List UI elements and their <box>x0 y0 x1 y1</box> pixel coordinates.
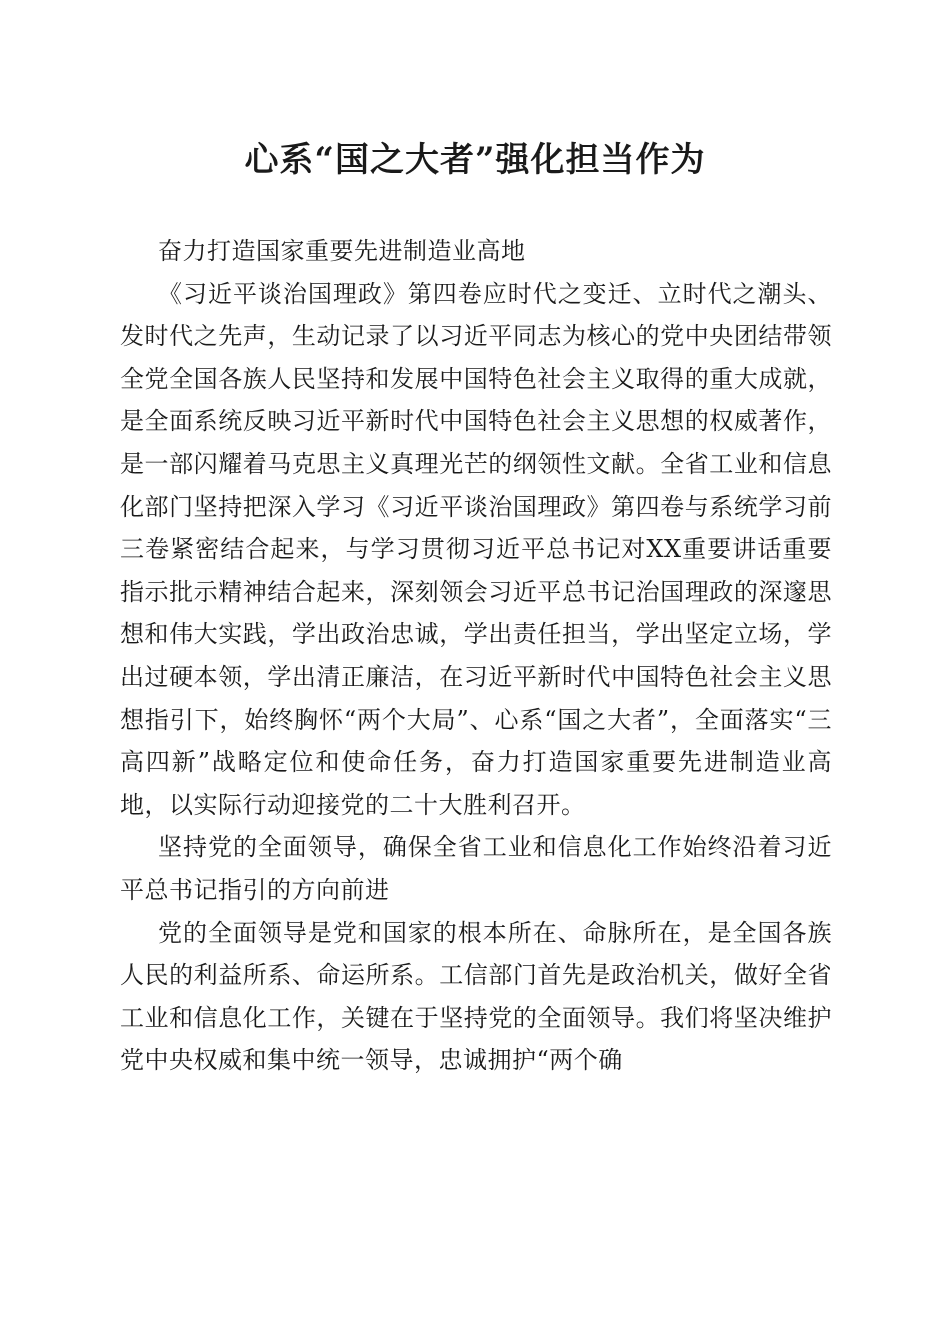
section-heading-2: 坚持党的全面领导，确保全省工业和信息化工作始终沿着习近平总书记指引的方向前进 <box>120 833 832 904</box>
body-paragraph-1: 《习近平谈治国理政》第四卷应时代之变迁、立时代之潮头、发时代之先声，生动记录了以习近平同志为核心的党中央团结带领全党全国各族人民坚持和发展中国特色社会主义取得的重大成就，是全面系统反映习近平新时代中国特色社会主义思想的权威著作，是一部闪耀着马克思主义真理光芒的纲领性文献。全省工业和信息化部门坚持把深入学习《习近平谈治国理政》第四卷与系统学习前三卷紧密结合起来，与学习贯彻习近平总书记对XX重要讲话重要指示批示精神结合起来，深刻领会习近平总书记治国理政的深邃思想和伟大实践，学出政治忠诚，学出责任担当，学出坚定立场，学出过硬本领，学出清正廉洁，在习近平新时代中国特色社会主义思想指引下，始终胸怀“两个大局”、心系“国之大者”，全面落实“三高四新”战略定位和使命任务，奋力打造国家重要先进制造业高地，以实际行动迎接党的二十大胜利召开。 <box>120 279 832 819</box>
body-paragraph-2: 党的全面领导是党和国家的根本所在、命脉所在，是全国各族人民的利益所系、命运所系。工信部门首先是政治机关，做好全省工业和信息化工作，关键在于坚持党的全面领导。我们将坚决维护党中央权威和集中统一领导，忠诚拥护“两个确 <box>120 918 832 1075</box>
section-heading-1: 奋力打造国家重要先进制造业高地 <box>158 237 526 265</box>
document-title: 心系“国之大者”强化担当作为 <box>244 140 706 180</box>
document-body <box>120 230 832 1082</box>
